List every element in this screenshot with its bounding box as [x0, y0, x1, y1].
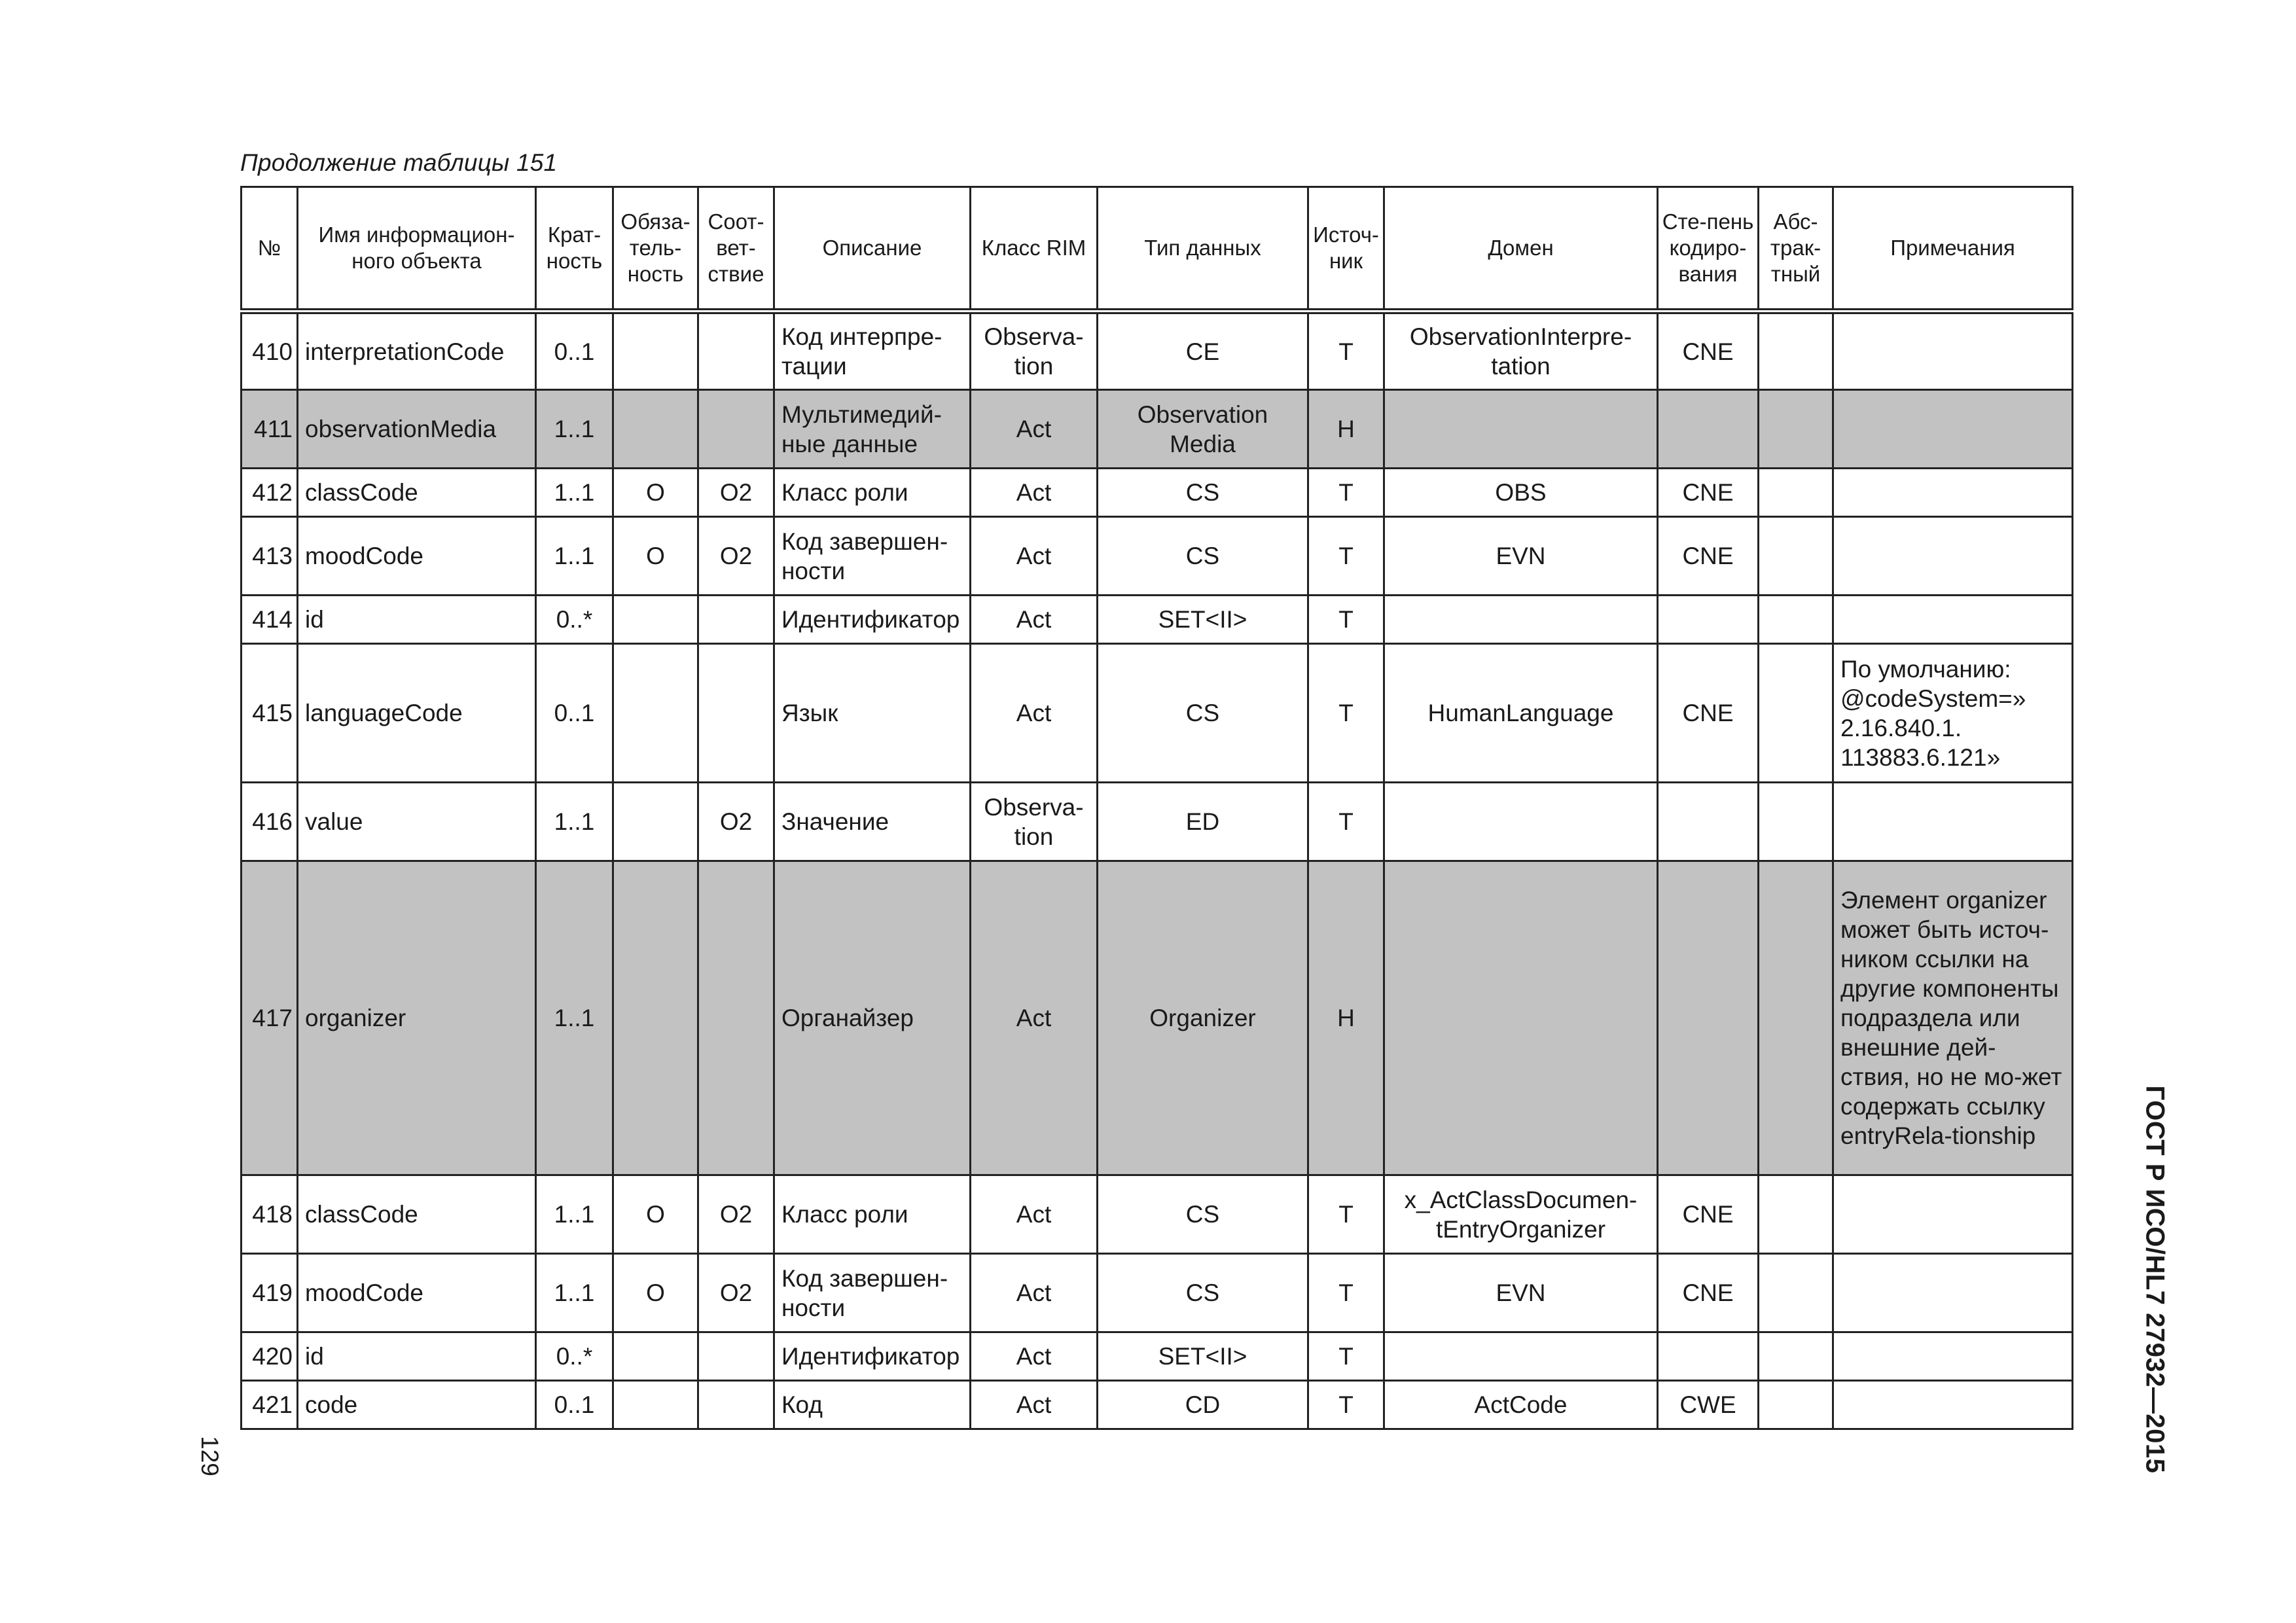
col-header-required: Обяза-тель-ность	[613, 187, 698, 312]
cell-conformance	[698, 1332, 774, 1381]
cell-name: classCode	[298, 469, 536, 517]
cell-domain	[1384, 861, 1658, 1175]
cell-cardinality: 1..1	[536, 1254, 613, 1332]
cell-coding-strength	[1658, 783, 1759, 861]
cell-cardinality: 0..*	[536, 596, 613, 644]
cell-abstract	[1759, 469, 1833, 517]
table-row	[242, 1254, 2073, 1332]
cell-name: observationMedia	[298, 390, 536, 469]
cell-rim-class: Act	[971, 1381, 1098, 1429]
cell-num: 420	[242, 1332, 298, 1381]
cell-data-type: CS	[1098, 1175, 1308, 1254]
cell-notes	[1833, 1381, 2073, 1429]
cell-description: Код завершен-ности	[774, 1254, 971, 1332]
cell-name: classCode	[298, 1175, 536, 1254]
cell-required	[613, 596, 698, 644]
cell-data-type: Observation Media	[1098, 390, 1308, 469]
cell-conformance	[698, 861, 774, 1175]
cell-required	[613, 1332, 698, 1381]
cell-notes: Элемент organizer может быть источ-ником ссылки на другие компоненты подраздела или внешние дей-ствия, но не мо-жет содержать ссылку entryRela-tionship	[1833, 861, 2073, 1175]
cell-cardinality: 0..1	[536, 644, 613, 783]
cell-cardinality: 0..*	[536, 1332, 613, 1381]
cell-domain: EVN	[1384, 1254, 1658, 1332]
cell-source: H	[1308, 390, 1384, 469]
cell-description: Код завершен-ности	[774, 517, 971, 596]
cell-source: T	[1308, 517, 1384, 596]
cell-required: O	[613, 517, 698, 596]
cell-name: id	[298, 1332, 536, 1381]
cell-domain: HumanLanguage	[1384, 644, 1658, 783]
document-side-title: ГОСТ Р ИСО/HL7 27932—2015	[2140, 1085, 2170, 1474]
cell-domain	[1384, 783, 1658, 861]
cell-coding-strength	[1658, 390, 1759, 469]
cell-domain: EVN	[1384, 517, 1658, 596]
cell-data-type: CE	[1098, 312, 1308, 390]
table-row	[242, 1332, 2073, 1381]
cell-conformance	[698, 644, 774, 783]
cell-rim-class: Act	[971, 517, 1098, 596]
cell-data-type: CS	[1098, 517, 1308, 596]
table-row	[242, 1381, 2073, 1429]
cell-conformance: O2	[698, 1254, 774, 1332]
cell-cardinality: 0..1	[536, 312, 613, 390]
cell-required	[613, 1381, 698, 1429]
cell-abstract	[1759, 312, 1833, 390]
cell-conformance	[698, 390, 774, 469]
cell-rim-class: Act	[971, 1254, 1098, 1332]
cell-abstract	[1759, 1175, 1833, 1254]
cell-name: id	[298, 596, 536, 644]
table-row	[242, 783, 2073, 861]
cell-description: Язык	[774, 644, 971, 783]
cell-name: moodCode	[298, 517, 536, 596]
table-row	[242, 861, 2073, 1175]
cell-name: interpretationCode	[298, 312, 536, 390]
cell-coding-strength: CNE	[1658, 1175, 1759, 1254]
cell-description: Органайзер	[774, 861, 971, 1175]
cell-data-type: CS	[1098, 469, 1308, 517]
cell-required	[613, 861, 698, 1175]
cell-notes	[1833, 1254, 2073, 1332]
cell-source: T	[1308, 1381, 1384, 1429]
col-header-source: Источ-ник	[1308, 187, 1384, 312]
cell-source: T	[1308, 783, 1384, 861]
cell-conformance	[698, 596, 774, 644]
table-row	[242, 312, 2073, 390]
cell-rim-class: Act	[971, 861, 1098, 1175]
cell-notes	[1833, 596, 2073, 644]
cell-cardinality: 1..1	[536, 517, 613, 596]
cell-num: 414	[242, 596, 298, 644]
cell-notes	[1833, 312, 2073, 390]
cell-coding-strength	[1658, 596, 1759, 644]
cell-abstract	[1759, 517, 1833, 596]
cell-coding-strength: CWE	[1658, 1381, 1759, 1429]
cell-data-type: SET<II>	[1098, 596, 1308, 644]
col-header-rim-class: Класс RIM	[971, 187, 1098, 312]
cell-source: T	[1308, 1254, 1384, 1332]
cell-rim-class: Observa-tion	[971, 312, 1098, 390]
cell-source: T	[1308, 644, 1384, 783]
col-header-name: Имя информацион-ного объекта	[298, 187, 536, 312]
header-row	[242, 187, 2073, 312]
cell-notes	[1833, 517, 2073, 596]
col-header-cardinality: Крат-ность	[536, 187, 613, 312]
cell-cardinality: 0..1	[536, 1381, 613, 1429]
cell-cardinality: 1..1	[536, 783, 613, 861]
cell-required	[613, 644, 698, 783]
cell-domain: ObservationInterpre-tation	[1384, 312, 1658, 390]
cell-abstract	[1759, 1332, 1833, 1381]
cell-abstract	[1759, 390, 1833, 469]
cell-coding-strength: CNE	[1658, 1254, 1759, 1332]
cell-num: 419	[242, 1254, 298, 1332]
cell-data-type: CD	[1098, 1381, 1308, 1429]
cell-num: 418	[242, 1175, 298, 1254]
cell-source: T	[1308, 1175, 1384, 1254]
cell-num: 412	[242, 469, 298, 517]
cell-source: T	[1308, 596, 1384, 644]
cell-notes	[1833, 390, 2073, 469]
cell-name: languageCode	[298, 644, 536, 783]
cell-rim-class: Act	[971, 1175, 1098, 1254]
cell-rim-class: Act	[971, 390, 1098, 469]
cell-data-type: SET<II>	[1098, 1332, 1308, 1381]
cell-description: Класс роли	[774, 1175, 971, 1254]
cell-source: H	[1308, 861, 1384, 1175]
cell-conformance	[698, 1381, 774, 1429]
cell-description: Значение	[774, 783, 971, 861]
cell-coding-strength: CNE	[1658, 644, 1759, 783]
cell-required	[613, 312, 698, 390]
cell-rim-class: Act	[971, 469, 1098, 517]
cell-name: organizer	[298, 861, 536, 1175]
cell-notes	[1833, 783, 2073, 861]
cell-notes	[1833, 469, 2073, 517]
cell-abstract	[1759, 861, 1833, 1175]
cell-source: T	[1308, 1332, 1384, 1381]
cell-conformance: O2	[698, 517, 774, 596]
cell-description: Код интерпре-тации	[774, 312, 971, 390]
cell-required: O	[613, 1254, 698, 1332]
cell-coding-strength	[1658, 1332, 1759, 1381]
col-header-notes: Примечания	[1833, 187, 2073, 312]
table-row	[242, 1175, 2073, 1254]
cell-required	[613, 390, 698, 469]
cell-cardinality: 1..1	[536, 1175, 613, 1254]
col-header-num: №	[242, 187, 298, 312]
cell-required	[613, 783, 698, 861]
cell-conformance	[698, 312, 774, 390]
cell-coding-strength	[1658, 861, 1759, 1175]
cell-domain: ActCode	[1384, 1381, 1658, 1429]
cell-abstract	[1759, 1254, 1833, 1332]
cell-name: moodCode	[298, 1254, 536, 1332]
cell-coding-strength: CNE	[1658, 312, 1759, 390]
cell-description: Класс роли	[774, 469, 971, 517]
cell-domain: x_ActClassDocumen-tEntryOrganizer	[1384, 1175, 1658, 1254]
cell-num: 415	[242, 644, 298, 783]
table-row	[242, 390, 2073, 469]
cell-description: Мультимедий-ные данные	[774, 390, 971, 469]
cell-rim-class: Act	[971, 596, 1098, 644]
col-header-conformance: Соот-вет-ствие	[698, 187, 774, 312]
cell-data-type: ED	[1098, 783, 1308, 861]
cell-num: 411	[242, 390, 298, 469]
col-header-coding-strength: Сте-пень кодиро-вания	[1658, 187, 1759, 312]
table-caption: Продолжение таблицы 151	[240, 149, 558, 176]
cell-description: Идентификатор	[774, 1332, 971, 1381]
cell-conformance: O2	[698, 783, 774, 861]
cell-description: Код	[774, 1381, 971, 1429]
col-header-domain: Домен	[1384, 187, 1658, 312]
table-row	[242, 517, 2073, 596]
cell-num: 417	[242, 861, 298, 1175]
cell-num: 421	[242, 1381, 298, 1429]
table-row	[242, 469, 2073, 517]
cell-source: T	[1308, 469, 1384, 517]
cell-domain: OBS	[1384, 469, 1658, 517]
table-row	[242, 644, 2073, 783]
cell-num: 410	[242, 312, 298, 390]
cell-name: code	[298, 1381, 536, 1429]
cell-notes	[1833, 1332, 2073, 1381]
col-header-abstract: Абс-трак-тный	[1759, 187, 1833, 312]
page-number: 129	[196, 1436, 223, 1476]
cell-rim-class: Act	[971, 1332, 1098, 1381]
cell-source: T	[1308, 312, 1384, 390]
cell-name: value	[298, 783, 536, 861]
col-header-data-type: Тип данных	[1098, 187, 1308, 312]
cell-domain	[1384, 596, 1658, 644]
cell-data-type: CS	[1098, 644, 1308, 783]
cell-cardinality: 1..1	[536, 861, 613, 1175]
cell-required: O	[613, 469, 698, 517]
cell-abstract	[1759, 644, 1833, 783]
cell-notes	[1833, 1175, 2073, 1254]
cell-required: O	[613, 1175, 698, 1254]
cell-rim-class: Observa-tion	[971, 783, 1098, 861]
cell-rim-class: Act	[971, 644, 1098, 783]
cell-abstract	[1759, 783, 1833, 861]
cell-domain	[1384, 1332, 1658, 1381]
cell-cardinality: 1..1	[536, 390, 613, 469]
cell-cardinality: 1..1	[536, 469, 613, 517]
cell-domain	[1384, 390, 1658, 469]
spec-table	[240, 186, 2073, 1430]
cell-num: 413	[242, 517, 298, 596]
cell-data-type: Organizer	[1098, 861, 1308, 1175]
cell-abstract	[1759, 596, 1833, 644]
table-row	[242, 596, 2073, 644]
cell-conformance: O2	[698, 1175, 774, 1254]
cell-num: 416	[242, 783, 298, 861]
cell-description: Идентификатор	[774, 596, 971, 644]
col-header-description: Описание	[774, 187, 971, 312]
cell-coding-strength: CNE	[1658, 469, 1759, 517]
cell-data-type: CS	[1098, 1254, 1308, 1332]
cell-notes: По умолчанию: @codeSystem=» 2.16.840.1. 113883.6.121»	[1833, 644, 2073, 783]
cell-coding-strength: CNE	[1658, 517, 1759, 596]
cell-conformance: O2	[698, 469, 774, 517]
cell-abstract	[1759, 1381, 1833, 1429]
